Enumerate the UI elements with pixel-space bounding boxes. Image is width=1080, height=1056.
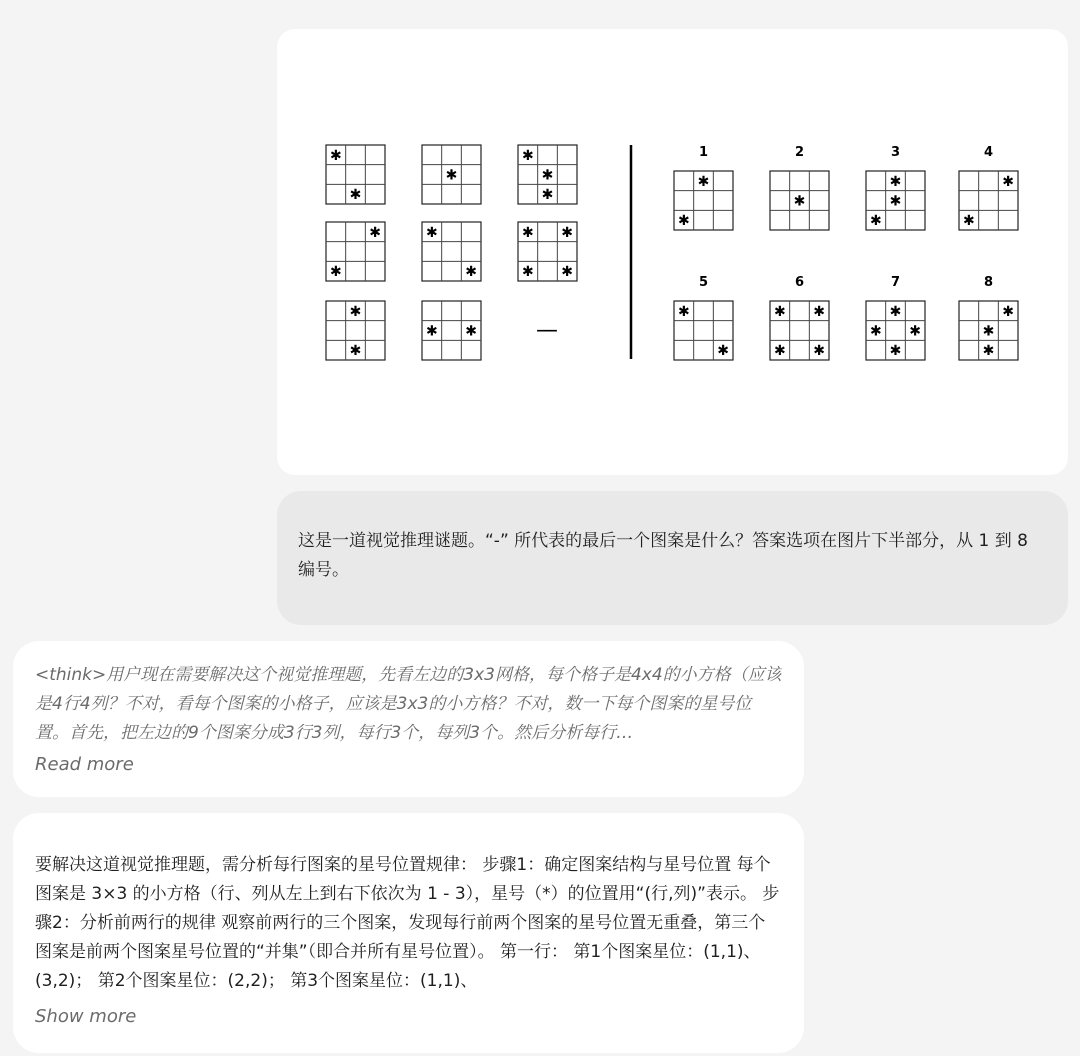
star-mark: ✱	[561, 264, 574, 281]
option-label-7: 7	[890, 275, 901, 290]
thinking-block	[13, 641, 804, 797]
answer-text: 要解决这道视觉推理题，需分析每行图案的星号位置规律： 步骤1：确定图案结构与星号位置 每个图案是 3×3 的小方格（行、列从左上到右下依次为 1 - 3），星号（*）的位置用“(行,列)”表示。 步骤2：分析前两行的规律 观察前两行的三个图案，发现每行前两个图案的星号位置无重叠，第三个图案是前两个图案星号位置的“并集”（即合并所有星号位置）。 第一行： 第1个图案星位：(1,1)、(3,2)； 第2个图案星位：(2,2)； 第3个图案星位：(1,1)、	[35, 855, 780, 991]
option-pattern-7	[866, 301, 925, 360]
star-mark: ✱	[425, 224, 438, 241]
puzzle-image	[277, 29, 1068, 475]
star-mark: ✱	[1002, 303, 1015, 320]
star-mark: ✱	[369, 224, 382, 241]
star-mark: ✱	[889, 303, 902, 320]
star-mark: ✱	[717, 343, 730, 360]
star-mark: ✱	[349, 187, 362, 204]
star-mark: ✱	[445, 167, 458, 184]
star-mark: ✱	[349, 303, 362, 320]
star-mark: ✱	[773, 303, 786, 320]
matrix-pattern-5	[422, 222, 481, 281]
option-pattern-6	[770, 301, 829, 360]
star-mark: ✱	[541, 167, 554, 184]
star-mark: ✱	[889, 173, 902, 190]
matrix-pattern-3	[518, 145, 577, 204]
star-mark: ✱	[869, 323, 882, 340]
puzzle-image-card	[277, 29, 1068, 475]
thinking-text: <think>用户现在需要解决这个视觉推理题，先看左边的3x3网格，每个格子是4x4的小方格（应该是4行4列？不对，看每个图案的小格子，应该是3x3的小方格？不对，数一下每个图案的星号位置。首先，把左边的9个图案分成3行3列，每行3个，每列3个。然后分析每行…	[35, 665, 782, 743]
star-mark: ✱	[697, 173, 710, 190]
star-mark: ✱	[1002, 173, 1015, 190]
option-pattern-5	[674, 301, 733, 360]
star-mark: ✱	[813, 343, 826, 360]
star-mark: ✱	[909, 323, 922, 340]
matrix-pattern-6	[518, 222, 577, 281]
option-label-5: 5	[698, 275, 709, 290]
star-mark: ✱	[982, 323, 995, 340]
star-mark: ✱	[329, 264, 342, 281]
option-pattern-1	[674, 171, 733, 230]
matrix-pattern-1	[326, 145, 385, 204]
star-mark: ✱	[677, 303, 690, 320]
star-mark: ✱	[425, 323, 438, 340]
option-pattern-3	[866, 171, 925, 230]
missing-pattern-mark: —	[536, 318, 558, 343]
answer-block	[13, 813, 804, 1053]
option-pattern-8	[959, 301, 1018, 360]
option-label-3: 3	[890, 145, 901, 160]
star-mark: ✱	[677, 213, 690, 230]
star-mark: ✱	[521, 147, 534, 164]
star-mark: ✱	[982, 343, 995, 360]
star-mark: ✱	[329, 147, 342, 164]
star-mark: ✱	[521, 224, 534, 241]
star-mark: ✱	[889, 193, 902, 210]
star-mark: ✱	[561, 224, 574, 241]
option-label-6: 6	[794, 275, 805, 290]
option-label-1: 1	[698, 145, 709, 160]
matrix-pattern-8	[422, 301, 481, 360]
option-pattern-4	[959, 171, 1018, 230]
star-mark: ✱	[349, 343, 362, 360]
star-mark: ✱	[773, 343, 786, 360]
star-mark: ✱	[813, 303, 826, 320]
option-label-4: 4	[983, 145, 994, 160]
matrix-pattern-7	[326, 301, 385, 360]
star-mark: ✱	[465, 264, 478, 281]
star-mark: ✱	[889, 343, 902, 360]
matrix-pattern-4	[326, 222, 385, 281]
star-mark: ✱	[465, 323, 478, 340]
read-more-link[interactable]: Read more	[35, 754, 134, 775]
user-message-bubble	[277, 491, 1068, 625]
star-mark: ✱	[869, 213, 882, 230]
option-label-8: 8	[983, 275, 994, 290]
option-pattern-2	[770, 171, 829, 230]
option-label-2: 2	[794, 145, 805, 160]
star-mark: ✱	[521, 264, 534, 281]
star-mark: ✱	[541, 187, 554, 204]
star-mark: ✱	[793, 193, 806, 210]
show-more-link[interactable]: Show more	[35, 1006, 137, 1027]
user-message-text: 这是一道视觉推理谜题。“-” 所代表的最后一个图案是什么？答案选项在图片下半部分，从 1 到 8 编号。	[298, 531, 1028, 580]
matrix-pattern-2	[422, 145, 481, 204]
star-mark: ✱	[962, 213, 975, 230]
